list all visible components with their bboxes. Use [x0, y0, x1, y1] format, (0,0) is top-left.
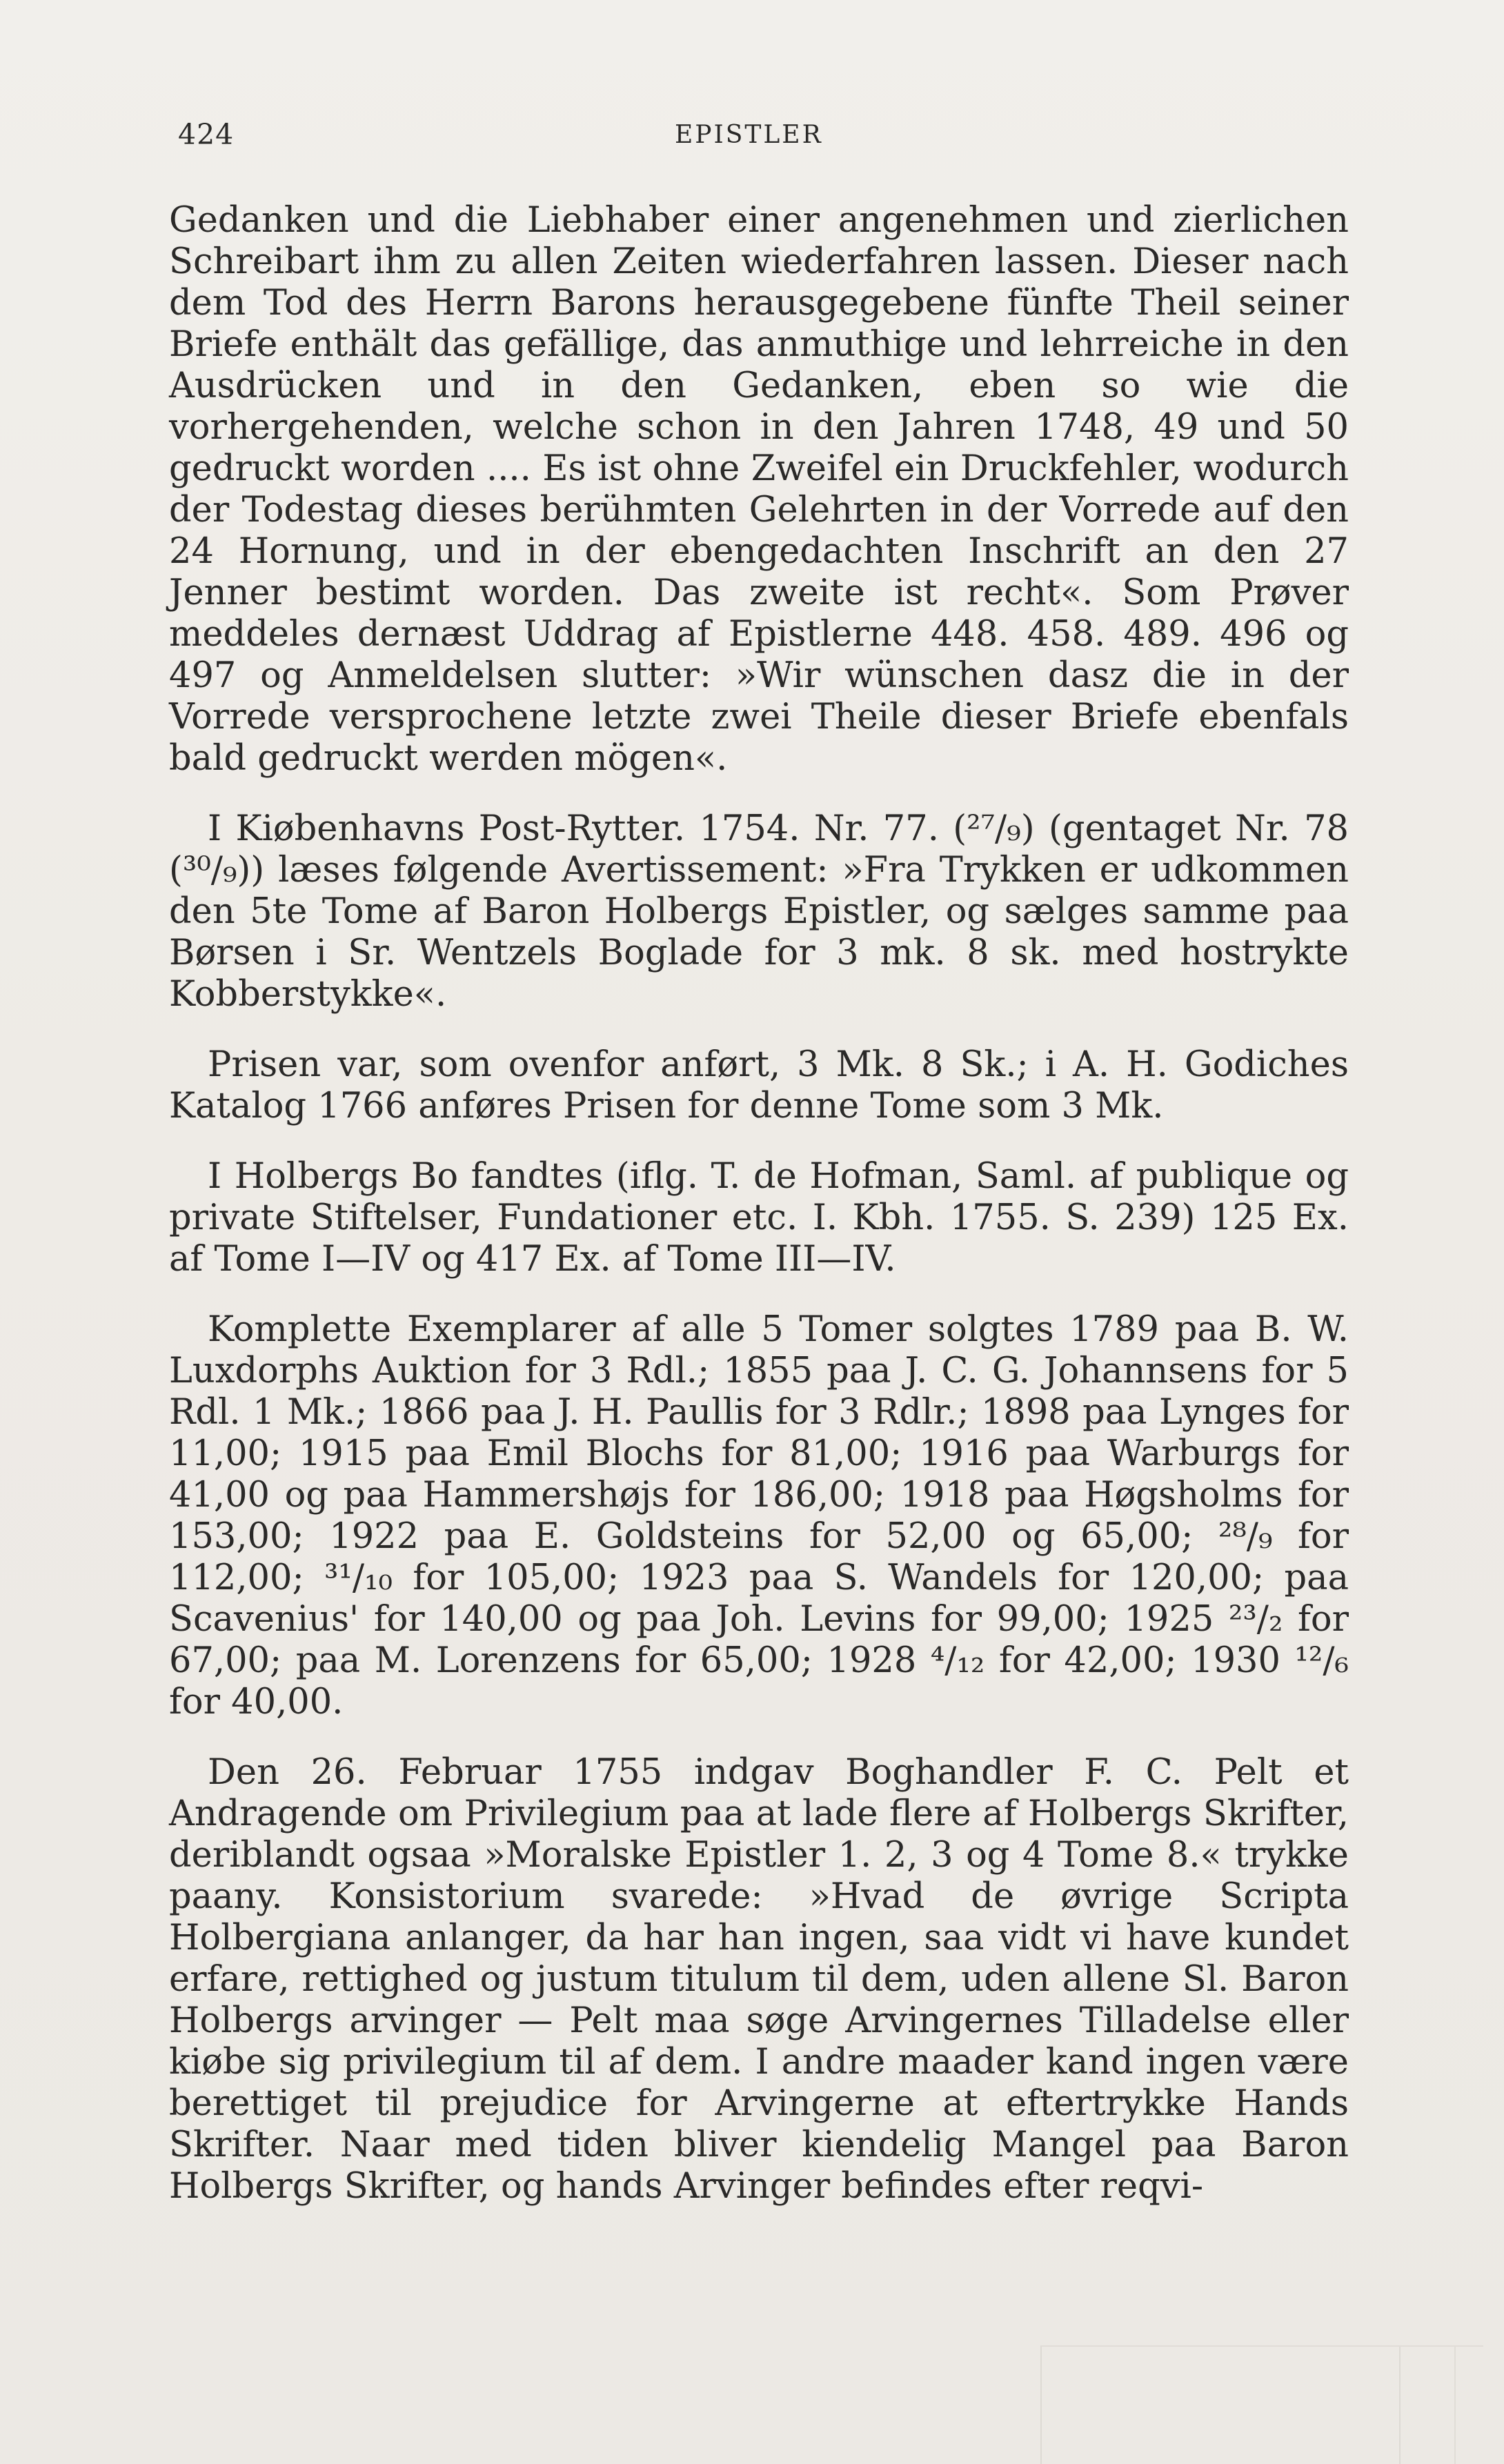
running-head [178, 117, 1351, 159]
paragraph-2: I Kiøbenhavns Post-Rytter. 1754. Nr. 77. (²⁷/₉) (gentaget Nr. 78 (³⁰/₉)) læses følgende Avertissement: »Fra Trykken er udkommen den 5te Tome af Baron Holbergs Epistler, og sælges samme paa Børsen i Sr. Wentzels Boglade for 3 mk. 8 sk. med hostrykte Kobberstykke«. [169, 808, 1349, 1015]
page-number: 424 [178, 118, 235, 151]
running-title: EPISTLER [675, 121, 823, 149]
paragraph-4: I Holbergs Bo fandtes (iflg. T. de Hofman, Saml. af publique og private Stiftelser, Fundationer etc. I. Kbh. 1755. S. 239) 125 Ex. af Tome I—IV og 417 Ex. af Tome III—IV. [169, 1156, 1349, 1280]
paragraph-6: Den 26. Februar 1755 indgav Boghandler F. C. Pelt et Andragende om Privilegium paa at lade flere af Holbergs Skrifter, deriblandt ogsaa »Moralske Epistler 1. 2, 3 og 4 Tome 8.« trykke paany. Konsistorium svarede: »Hvad de øvrige Scripta Holbergiana anlanger, da har han ingen, saa vidt vi have kundet erfare, rettighed og justum titulum til dem, uden allene Sl. Baron Holbergs arvinger — Pelt maa søge Arvingernes Tilladelse eller kiøbe sig privilegium til af dem. I andre maader kand ingen være berettiget til prejudice for Arvingerne at eftertrykke Hands Skrifter. Naar med tiden bliver kiendelig Mangel paa Baron Holbergs Skrifter, og hands Arvinger befindes efter reqvi- [169, 1752, 1349, 2207]
bottom-right-scan-marks [1040, 2345, 1483, 2464]
paragraph-1: Gedanken und die Liebhaber einer angenehmen und zierlichen Schreibart ihm zu allen Zeiten wiederfahren lassen. Dieser nach dem Tod des Herrn Barons herausgegebene fünfte Theil seiner Briefe enthält das gefällige, das anmuthige und lehrreiche in den Ausdrücken und in den Gedanken, eben so wie die vorhergehenden, welche schon in den Jahren 1748, 49 und 50 gedruckt worden .... Es ist ohne Zweifel ein Druckfehler, wodurch der Todestag dieses berühmten Gelehrten in der Vorrede auf den 24 Hornung, und in der ebengedachten Inschrift an den 27 Jenner bestimt worden. Das zweite ist recht«. Som Prøver meddeles dernæst Uddrag af Epistlerne 448. 458. 489. 496 og 497 og Anmeldelsen slutter: »Wir wünschen dasz die in der Vorrede versprochene letzte zwei Theile dieser Briefe ebenfals bald gedruckt werden mögen«. [169, 200, 1349, 779]
main-text [169, 200, 1349, 2207]
paragraph-5: Komplette Exemplarer af alle 5 Tomer solgtes 1789 paa B. W. Luxdorphs Auktion for 3 Rdl.; 1855 paa J. C. G. Johannsens for 5 Rdl. 1 Mk.; 1866 paa J. H. Paullis for 3 Rdlr.; 1898 paa Lynges for 11,00; 1915 paa Emil Blochs for 81,00; 1916 paa Warburgs for 41,00 og paa Hammershøjs for 186,00; 1918 paa Høgsholms for 153,00; 1922 paa E. Goldsteins for 52,00 og 65,00; ²⁸/₉ for 112,00; ³¹/₁₀ for 105,00; 1923 paa S. Wandels for 120,00; paa Scavenius' for 140,00 og paa Joh. Levins for 99,00; 1925 ²³/₂ for 67,00; paa M. Lorenzens for 65,00; 1928 ⁴/₁₂ for 42,00; 1930 ¹²/₆ for 40,00. [169, 1309, 1349, 1722]
paragraph-3: Prisen var, som ovenfor anført, 3 Mk. 8 Sk.; i A. H. Godiches Katalog 1766 anføres Prisen for denne Tome som 3 Mk. [169, 1044, 1349, 1126]
